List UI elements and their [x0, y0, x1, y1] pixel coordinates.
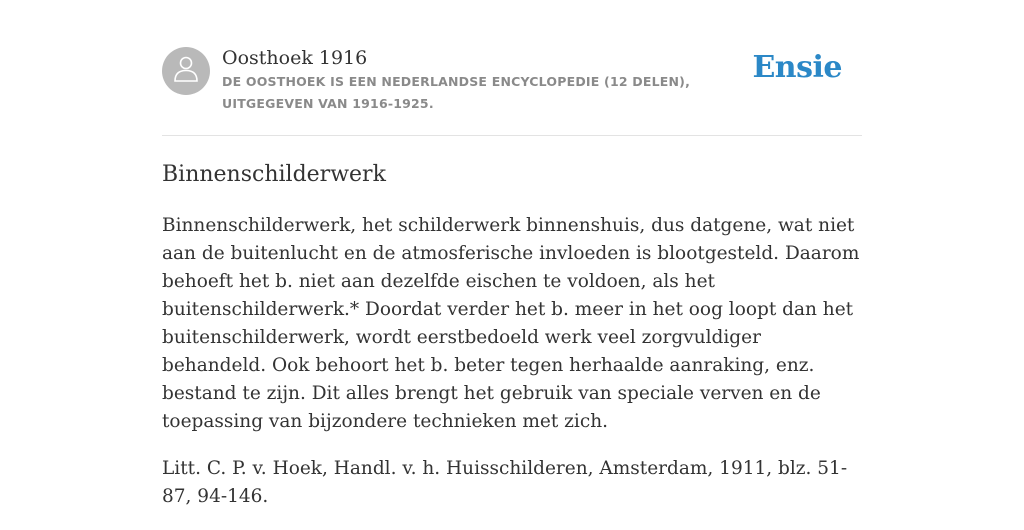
entry-body [162, 212, 867, 530]
user-icon [172, 54, 200, 89]
source-header [162, 0, 862, 136]
entry-title: Binnenschilderwerk [162, 162, 386, 187]
source-title[interactable]: Oosthoek 1916 [222, 47, 368, 69]
page [162, 0, 862, 507]
source-info [222, 45, 762, 115]
entry-literature: Litt. C. P. v. Hoek, Handl. v. h. Huisschilderen, Amsterdam, 1911, blz. 51-87, 94-146. [162, 458, 848, 507]
source-description: DE OOSTHOEK IS EEN NEDERLANDSE ENCYCLOPEDIE (12 DELEN), UITGEGEVEN VAN 1916-1925. [222, 74, 691, 111]
entry-paragraph: Binnenschilderwerk, het schilderwerk binnenshuis, dus datgene, wat niet aan de buitenlucht en de atmosferische invloeden is blootgesteld. Daarom behoeft het b. niet aan dezelfde eischen te voldoen, als het buitenschilderwerk.* Doordat verder het b. meer in het oog loopt dan het buitenschilderwerk, wordt eerstbedoeld werk veel zorgvuldiger behandeld. Ook behoort het b. beter tegen herhaalde aanraking, enz. bestand te zijn. Dit alles brengt het gebruik van speciale verven en de toepassing van bijzondere technieken met zich. [162, 215, 860, 432]
avatar[interactable] [162, 47, 210, 95]
ensie-logo[interactable]: Ensie [752, 50, 842, 85]
